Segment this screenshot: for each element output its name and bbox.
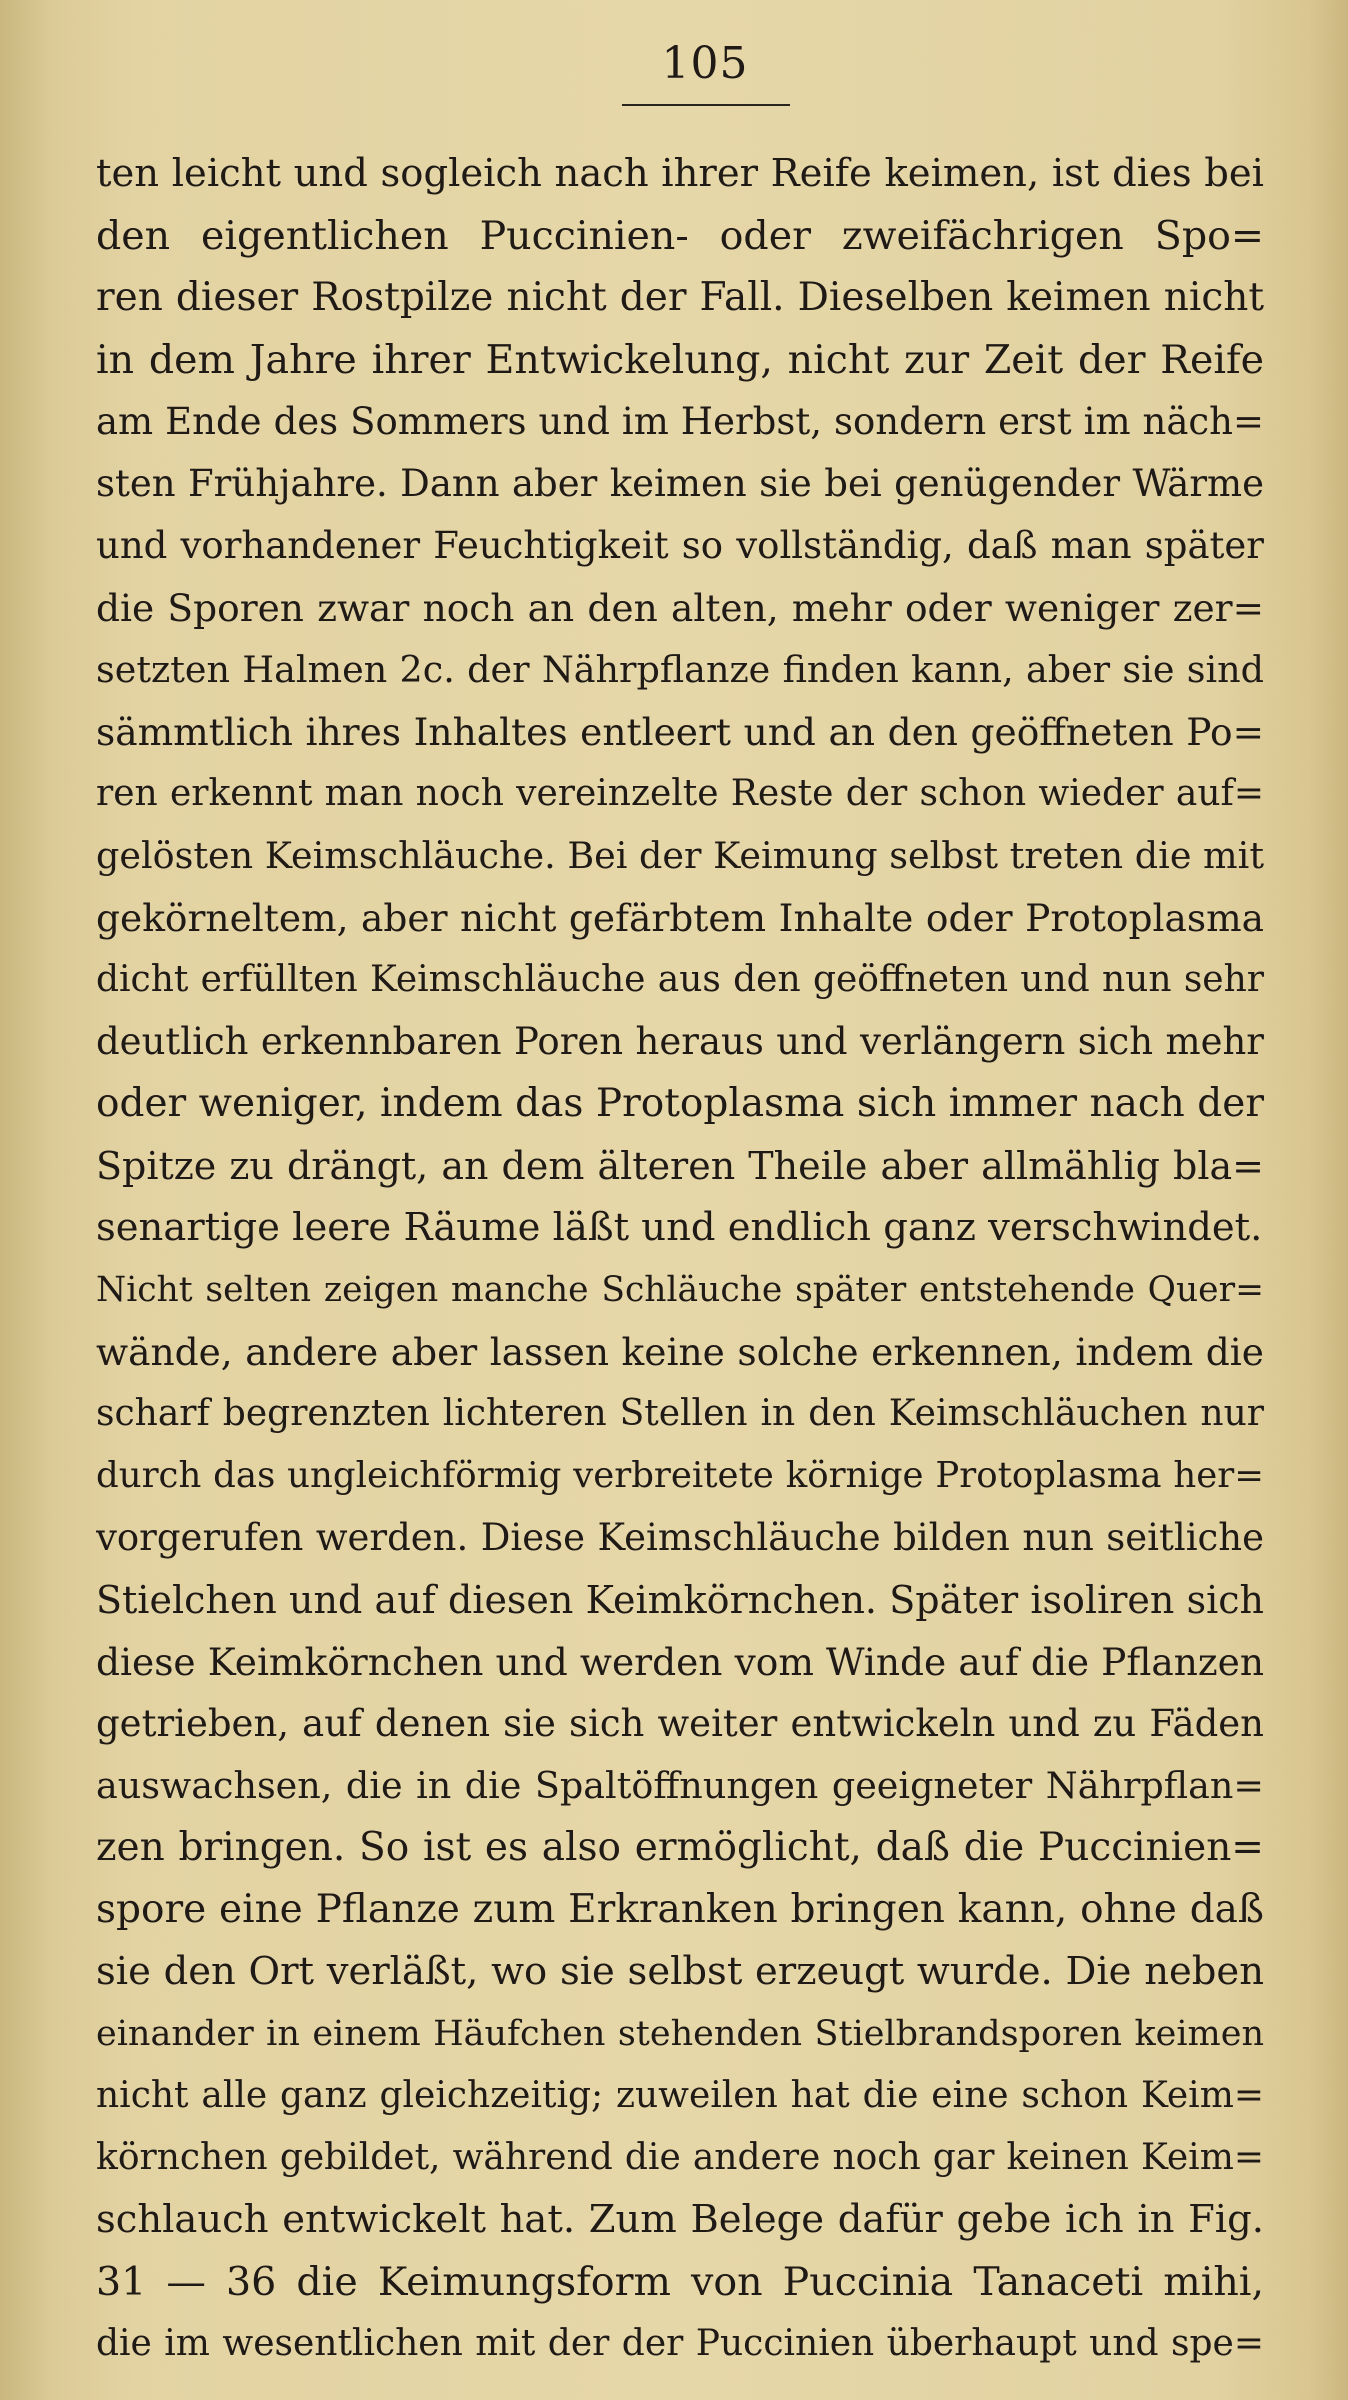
text-line: und vorhandener Feuchtigkeit so vollständig, daß man später xyxy=(96,524,1264,567)
text-line: in dem Jahre ihrer Entwickelung, nicht zur Zeit der Reife xyxy=(96,337,1264,383)
text-line: schlauch entwickelt hat. Zum Belege dafür gebe ich in Fig. xyxy=(96,2197,1264,2242)
header-rule xyxy=(622,104,790,106)
text-line: die Sporen zwar noch an den alten, mehr oder weniger zer= xyxy=(96,586,1264,630)
text-line: senartige leere Räume läßt und endlich ganz verschwindet. xyxy=(96,1205,1263,1250)
text-line: deutlich erkennbaren Poren heraus und verlängern sich mehr xyxy=(96,1020,1264,1063)
text-line: gekörneltem, aber nicht gefärbtem Inhalte oder Protoplasma xyxy=(96,896,1264,940)
text-line: sie den Ort verläßt, wo sie selbst erzeugt wurde. Die neben xyxy=(96,1949,1264,1994)
text-line: sten Frühjahre. Dann aber keimen sie bei genügender Wärme xyxy=(96,462,1264,505)
text-line: Stielchen und auf diesen Keimkörnchen. Später isoliren sich xyxy=(96,1578,1264,1622)
text-line: ren erkennt man noch vereinzelte Reste der schon wieder auf= xyxy=(96,773,1264,814)
text-line: wände, andere aber lassen keine solche erkennen, indem die xyxy=(96,1330,1264,1374)
text-line: den eigentlichen Puccinien- oder zweifächrigen Spo= xyxy=(96,213,1264,259)
text-line: ren dieser Rostpilze nicht der Fall. Dieselben keimen nicht xyxy=(96,275,1264,320)
text-line: diese Keimkörnchen und werden vom Winde auf die Pflanzen xyxy=(96,1640,1264,1684)
text-line: 31 — 36 die Keimungsform von Puccinia Tanaceti mihi, xyxy=(96,2259,1264,2305)
text-line: scharf begrenzten lichteren Stellen in den Keimschläuchen nur xyxy=(96,1393,1264,1434)
text-line: dicht erfüllten Keimschläuche aus den geöffneten und nun sehr xyxy=(96,959,1264,1000)
text-line: auswachsen, die in die Spaltöffnungen geeigneter Nährpflan= xyxy=(96,1764,1264,1807)
body-text xyxy=(96,143,1264,2375)
text-line: am Ende des Sommers und im Herbst, sondern erst im näch= xyxy=(96,400,1264,443)
text-line: setzten Halmen 2c. der Nährpflanze finden kann, aber sie sind xyxy=(96,648,1264,691)
text-line: die im wesentlichen mit der der Puccinien überhaupt und spe= xyxy=(96,2323,1264,2364)
text-line: gelösten Keimschläuche. Bei der Keimung selbst treten die mit xyxy=(96,834,1264,877)
text-line: getrieben, auf denen sie sich weiter entwickeln und zu Fäden xyxy=(96,1702,1264,1745)
text-line: körnchen gebildet, während die andere noch gar keinen Keim= xyxy=(96,2137,1264,2178)
text-line: einander in einem Häufchen stehenden Stielbrandsporen keimen xyxy=(96,2014,1264,2054)
text-line: zen bringen. So ist es also ermöglicht, daß die Puccinien= xyxy=(96,1825,1264,1870)
text-line: nicht alle ganz gleichzeitig; zuweilen hat die eine schon Keim= xyxy=(96,2075,1264,2116)
page-number: 105 xyxy=(661,38,749,89)
text-line: spore eine Pflanze zum Erkranken bringen kann, ohne daß xyxy=(96,1887,1264,1932)
text-line: vorgerufen werden. Diese Keimschläuche bilden nun seitliche xyxy=(96,1516,1264,1559)
text-line: oder weniger, indem das Protoplasma sich immer nach der xyxy=(96,1081,1264,1126)
text-line: sämmtlich ihres Inhaltes entleert und an den geöffneten Po= xyxy=(96,710,1264,754)
text-line: Spitze zu drängt, an dem älteren Theile aber allmählig bla= xyxy=(96,1144,1264,1188)
text-line: durch das ungleichförmig verbreitete körnige Protoplasma her= xyxy=(96,1455,1264,1496)
text-line: Nicht selten zeigen manche Schläuche später entstehende Quer= xyxy=(96,1270,1264,1310)
text-line: ten leicht und sogleich nach ihrer Reife keimen, ist dies bei xyxy=(96,151,1264,196)
